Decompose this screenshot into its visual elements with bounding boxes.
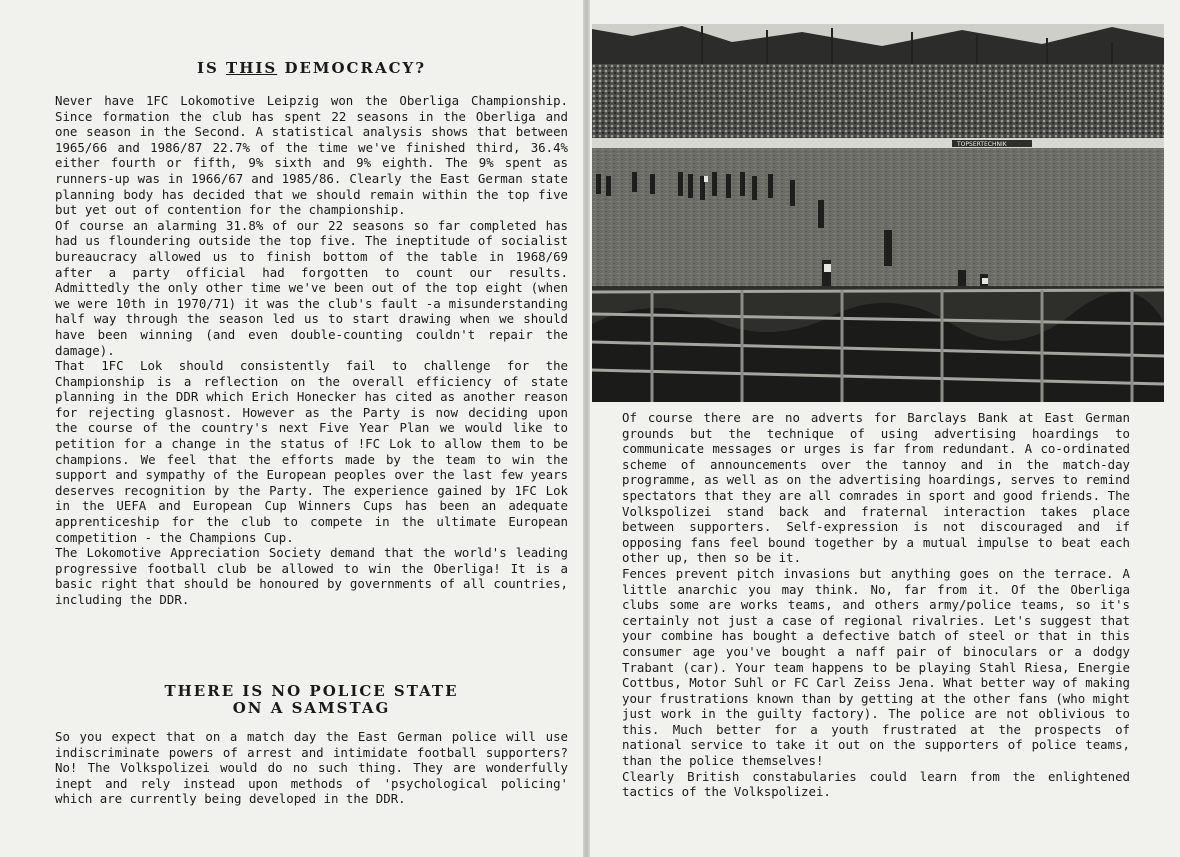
left-column-bottom <box>55 683 568 807</box>
heading-text: IS <box>196 59 227 77</box>
right-column <box>622 410 1130 800</box>
heading-line: THERE IS NO POLICE STATE <box>164 682 459 700</box>
heading-line: ON A SAMSTAG <box>232 699 391 717</box>
paragraph: Fences prevent pitch invasions but anything goes on the terrace. A little anarchic you may think. No, far from it. Of the Oberliga clubs some are works teams, and others army/police teams, so it's certainly not just a case of regional rivalries. Let's suggest that your combine has bought a defective batch of steel or that in this consumer age you've bought a naff pair of binoculars or a dodgy Trabant (car). Your team happens to be playing Stahl Riesa, Energie Cottbus, Motor Suhl or FC Carl Zeiss Jena. What better way of making your frustrations known than by getting at the other fans (who might just work in the guilty factory). The police are not oblivious to this. Much better for a youth frustrated at the prospects of national service to take it out on the supporters of police teams, than the police themselves! <box>622 565 1130 769</box>
hoarding-sign-text: TOPSERTECHNIK <box>957 141 1007 148</box>
heading-text: DEMOCRACY? <box>277 59 427 77</box>
paragraph: So you expect that on a match day the East German police will use indiscriminate powers of arrest and intimidate football supporters? No! The Volkspolizei would do no such thing. They are wonderfully inept and rely instead upon methods of 'psychological policing' which are currently being developed in the DDR. <box>55 729 568 807</box>
article-heading-police-state <box>55 683 568 717</box>
paragraph: That 1FC Lok should consistently fail to challenge for the Championship is a reflection on the overall efficiency of state planning in the DDR which Erich Honecker has cited as another reason for rejecting glasnost. However as the Party is now deciding upon the course of the country's next Five Year Plan we would like to petition for a change in the status of !FC Lok to allow them to be champions. We feel that the efforts made by the team to win the support and sympathy of the European peoples over the last few years deserves recognition by the Party. The experience gained by 1FC Lok in the UEFA and European Cup Winners Cups has been an adequate apprenticeship for the club to compete in the ultimate European competition - the Champions Cup. <box>55 358 568 545</box>
paragraph: Of course there are no adverts for Barclays Bank at East German grounds but the technique of using advertising hoardings to communicate messages or urges is far from redundant. A co-ordinated scheme of announcements over the tannoy and in the match-day programme, as well as on the advertising hoardings, serves to remind spectators that they are all comrades in sport and good friends. The Volkspolizei stand back and fraternal interaction takes place between supporters. Self-expression is not discouraged and if opposing fans feel bound together by a mutual impulse to beat each other up, then so be it. <box>622 410 1130 566</box>
paragraph: The Lokomotive Appreciation Society demand that the world's leading progressive football club be allowed to win the Oberliga! It is a basic right that should be honoured by governments of all countries, including the DDR. <box>55 545 568 607</box>
right-page-text-layer <box>590 0 1180 857</box>
left-page <box>0 0 583 857</box>
paragraph: Of course an alarming 31.8% of our 22 seasons so far completed has had us floundering outside the top five. The ineptitude of socialist bureaucracy allowed us to finish bottom of the table in 1968/69 after a party official had forgotten to count our results. Admittedly the only other time we've been out of the top eight (when we were 10th in 1970/71) it was the club's fault -a misunderstanding half way through the season led us to start drawing when we should have been winning (and even double-counting couldn't repair the damage). <box>55 217 568 358</box>
paragraph: Clearly British constabularies could learn from the enlightened tactics of the Volkspolizei. <box>622 768 1130 800</box>
article-heading-democracy <box>55 60 568 77</box>
page-gutter <box>583 0 590 857</box>
left-column-top <box>55 60 568 608</box>
paragraph: Never have 1FC Lokomotive Leipzig won the Oberliga Championship. Since formation the club has spent 22 seasons in the Oberliga and one season in the Second. A statistical analysis shows that between 1965/66 and 1986/87 22.7% of the time we've finished third, 36.4% either fourth or fifth, 9% sixth and 9% eighth. The 9% spent as runners-up was in 1966/67 and 1985/86. Clearly the East German state planning body has decided that we should remain within the top five but yet out of contention for the championship. <box>55 93 568 218</box>
heading-emphasis: THIS <box>226 59 278 77</box>
